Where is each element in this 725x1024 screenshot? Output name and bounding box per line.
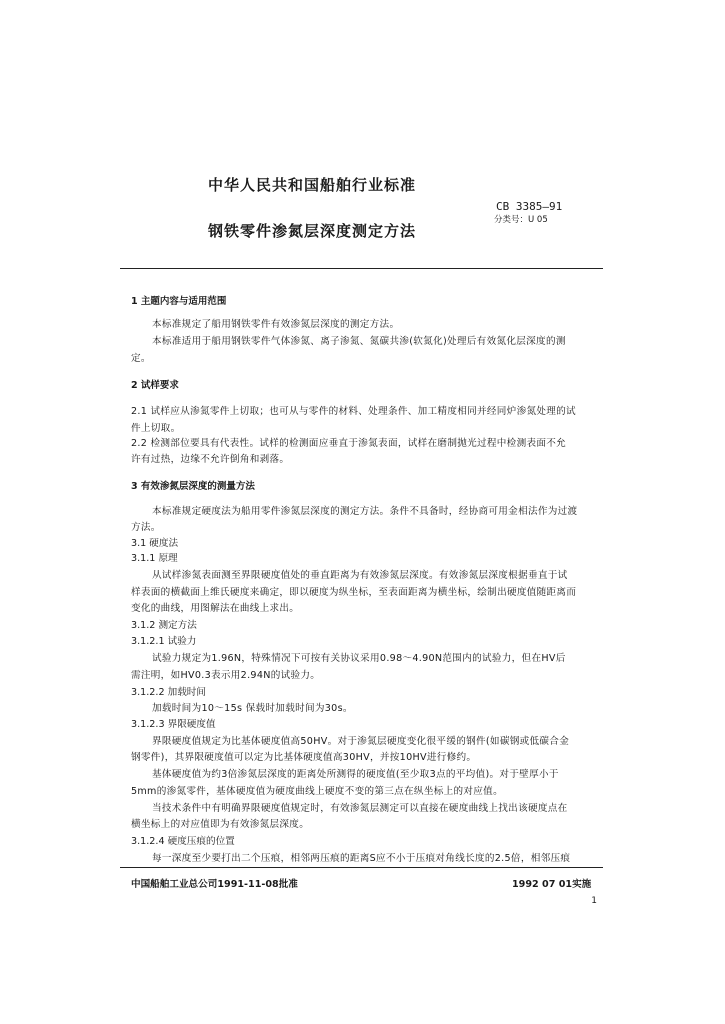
paragraph: 界限硬度值规定为比基体硬度值高50HV。对于渗氮层硬度变化很平缓的钢件(如碳钢或低碳合金 <box>152 736 570 747</box>
paragraph: 从试样渗氮表面测至界限硬度值处的垂直距离为有效渗氮层深度。有效渗氮层深度根据垂直于试 <box>152 570 568 581</box>
classification-number: 分类号：U 05 <box>494 215 548 225</box>
paragraph: 基体硬度值为约3倍渗氮层深度的距离处所测得的硬度值(至少取3点的平均值)。对于壁厚小于 <box>152 769 559 780</box>
paragraph: 当技术条件中有明确界限硬度值规定时，有效渗氮层测定可以直接在硬度曲线上找出该硬度点在 <box>152 803 568 814</box>
paragraph: 定。 <box>131 353 151 364</box>
doc-title: 钢铁零件渗氮层深度测定方法 <box>208 222 417 240</box>
subsection-heading: 3.1.2.1 试验力 <box>131 636 197 647</box>
subsection-heading: 3.1 硬度法 <box>131 538 179 549</box>
paragraph: 需注明，如HV0.3表示用2.94N的试验力。 <box>131 670 321 681</box>
subsection-heading: 3.1.2.4 硬度压痕的位置 <box>131 836 235 847</box>
paragraph: 钢零件)，其界限硬度值可以定为比基体硬度值高30HV，并按10HV进行修约。 <box>131 752 477 763</box>
paragraph: 件上切取。 <box>131 423 181 434</box>
paragraph: 本标准规定了船用钢铁零件有效渗氮层深度的测定方法。 <box>152 319 400 330</box>
footer-divider <box>120 867 603 868</box>
paragraph: 每一深度至少要打出二个压痕，相邻两压痕的距离S应不小于压痕对角线长度的2.5倍，相邻压痕 <box>152 853 571 864</box>
subsection-heading: 3.1.2.3 界限硬度值 <box>131 719 216 730</box>
standard-number: CB 3385—91 <box>496 200 563 213</box>
paragraph: 本标准适用于船用钢铁零件气体渗氮、离子渗氮、氮碳共渗(软氮化)处理后有效氮化层深度的测 <box>152 336 566 347</box>
paragraph: 变化的曲线，用图解法在曲线上求出。 <box>131 603 300 614</box>
header-divider <box>120 268 603 269</box>
paragraph: 2.1 试样应从渗氮零件上切取；也可从与零件的材料、处理条件、加工精度相同并经同炉渗氮处理的试 <box>131 406 576 417</box>
page-number: 1 <box>591 896 597 906</box>
paragraph: 样表面的横截面上维氏硬度来确定，即以硬度为纵坐标，至表面距离为横坐标，绘制出硬度值随距离而 <box>131 587 577 598</box>
paragraph: 许有过热，边缘不允许倒角和剥落。 <box>131 454 290 465</box>
paragraph: 横坐标上的对应值即为有效渗氮层深度。 <box>131 819 310 830</box>
paragraph: 5mm的渗氮零件，基体硬度值为硬度曲线上硬度不变的第三点在纵坐标上的对应值。 <box>131 786 503 797</box>
section-1-heading: 1 主题内容与适用范围 <box>131 296 227 307</box>
paragraph: 方法。 <box>131 522 161 533</box>
approval-note: 中国船舶工业总公司1991-11-08批准 <box>131 879 298 890</box>
paragraph: 试验力规定为1.96N，特殊情况下可按有关协议采用0.98～4.90N范围内的试验力，但在HV后 <box>152 653 566 664</box>
paragraph: 本标准规定硬度法为船用零件渗氮层深度的测定方法。条件不具备时，经协商可用金相法作为过渡 <box>152 506 578 517</box>
paragraph: 加载时间为10～15s 保载时加载时间为30s。 <box>152 703 353 714</box>
section-3-heading: 3 有效渗氮层深度的测量方法 <box>131 481 255 492</box>
subsection-heading: 3.1.2 测定方法 <box>131 620 197 631</box>
subsection-heading: 3.1.2.2 加载时间 <box>131 687 206 698</box>
implementation-date: 1992 07 01实施 <box>512 879 592 890</box>
section-2-heading: 2 试样要求 <box>131 380 179 391</box>
subsection-heading: 3.1.1 原理 <box>131 553 178 564</box>
org-title: 中华人民共和国船舶行业标准 <box>208 176 417 194</box>
paragraph: 2.2 检测部位要具有代表性。试样的检测面应垂直于渗氮表面，试样在磨制抛光过程中检测表面不允 <box>131 438 567 449</box>
